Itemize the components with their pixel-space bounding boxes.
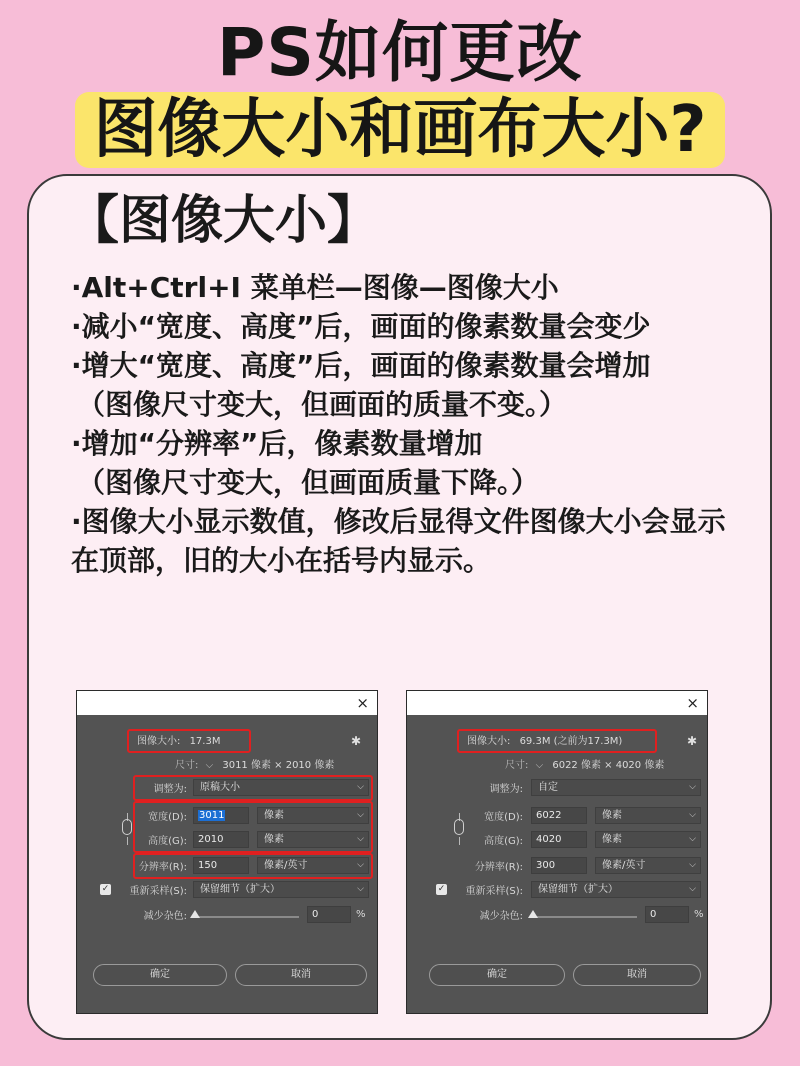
dialog-titlebar	[77, 691, 377, 715]
page-title-line1: PS如何更改	[217, 14, 583, 91]
gear-icon[interactable]: ✱	[687, 734, 698, 748]
cancel-button[interactable]: 取消	[573, 964, 701, 986]
width-unit: 像素	[264, 810, 284, 821]
height-label: 高度(G):	[484, 836, 523, 847]
ok-button[interactable]: 确定	[93, 964, 227, 986]
ok-button[interactable]: 确定	[429, 964, 565, 986]
dimensions-value: 6022 像素 × 4020 像素	[552, 760, 665, 771]
dimensions-value: 3011 像素 × 2010 像素	[222, 760, 335, 771]
chevron-down-icon: ⌵	[357, 860, 364, 870]
tip-line: ·图像大小显示数值，修改后显得文件图像大小会显示在顶部，旧的大小在括号内显示。	[71, 505, 726, 577]
tip-note: （图像尺寸变大，但画面的质量不变。）	[77, 388, 568, 421]
resolution-unit: 像素/英寸	[264, 860, 308, 871]
resample-label: 重新采样(S):	[129, 886, 187, 897]
chevron-down-icon[interactable]: ⌵	[205, 760, 214, 771]
height-label: 高度(G):	[148, 836, 187, 847]
image-size-value: 69.3M (之前为17.3M)	[519, 736, 623, 747]
close-icon[interactable]: ×	[356, 694, 369, 712]
resample-checkbox[interactable]: ✓	[101, 884, 110, 894]
dimensions-row	[175, 757, 334, 775]
fit-to-label: 调整为:	[153, 784, 187, 795]
close-icon[interactable]: ×	[686, 694, 699, 712]
resample-value: 保留细节（扩大）	[200, 884, 280, 895]
dimensions-label: 尺寸:	[505, 760, 529, 771]
chevron-down-icon: ⌵	[689, 834, 696, 844]
chevron-down-icon: ⌵	[689, 860, 696, 870]
fit-to-value: 原稿大小	[200, 782, 240, 793]
noise-unit: %	[694, 909, 704, 920]
resample-checkbox[interactable]: ✓	[437, 884, 446, 894]
tip-line: ·增大“宽度、高度”后，画面的像素数量会增加	[71, 349, 651, 382]
chevron-down-icon: ⌵	[689, 782, 696, 792]
cancel-button[interactable]: 取消	[235, 964, 367, 986]
width-value: 3011	[199, 810, 225, 821]
resample-label: 重新采样(S):	[465, 886, 523, 897]
height-input[interactable]: 4020	[531, 831, 587, 848]
width-input[interactable]: 6022	[531, 807, 587, 824]
resolution-label: 分辨率(R):	[474, 862, 523, 873]
tip-line: ·Alt+Ctrl+I 菜单栏—图像—图像大小	[71, 271, 559, 304]
tip-line: ·减小“宽度、高度”后，画面的像素数量会变少	[71, 310, 651, 343]
noise-slider[interactable]	[533, 916, 637, 918]
image-size-label: 图像大小:	[467, 736, 511, 747]
slider-thumb[interactable]	[528, 910, 538, 918]
image-size-value: 17.3M	[189, 736, 221, 747]
dialog-titlebar	[407, 691, 707, 715]
chevron-down-icon: ⌵	[357, 782, 364, 792]
resolution-unit: 像素/英寸	[602, 860, 646, 871]
dimensions-row	[505, 757, 664, 775]
resolution-input[interactable]: 150	[193, 857, 249, 874]
tips-list	[71, 268, 743, 580]
page-title-line2: 图像大小和画布大小?	[75, 92, 724, 168]
width-unit: 像素	[602, 810, 622, 821]
annotation-box	[457, 729, 657, 753]
width-unit-select[interactable]	[595, 807, 701, 824]
annotation-box	[133, 853, 373, 879]
chevron-down-icon: ⌵	[357, 884, 364, 894]
dimensions-label: 尺寸:	[175, 760, 199, 771]
gear-icon[interactable]: ✱	[351, 734, 362, 748]
image-size-dialog-before	[76, 690, 378, 1014]
width-label: 宽度(D):	[148, 812, 187, 823]
chevron-down-icon: ⌵	[689, 810, 696, 820]
fit-to-value: 自定	[538, 782, 558, 793]
chevron-down-icon[interactable]: ⌵	[535, 760, 544, 771]
slider-thumb[interactable]	[190, 910, 200, 918]
noise-label: 减少杂色:	[479, 911, 523, 922]
noise-input[interactable]: 0	[307, 906, 351, 923]
fit-to-label: 调整为:	[489, 784, 523, 795]
tip-note: （图像尺寸变大，但画面质量下降。）	[77, 466, 540, 499]
noise-slider[interactable]	[195, 916, 299, 918]
height-unit-select[interactable]	[595, 831, 701, 848]
resample-select[interactable]	[193, 881, 369, 898]
section-title: 【图像大小】	[67, 191, 380, 251]
annotation-box	[133, 801, 373, 853]
height-unit: 像素	[602, 834, 622, 845]
noise-unit: %	[356, 909, 366, 920]
height-input[interactable]: 2010	[193, 831, 249, 848]
image-size-dialog-after	[406, 690, 708, 1014]
annotation-box	[127, 729, 251, 753]
resample-value: 保留细节（扩大）	[538, 884, 618, 895]
chevron-down-icon: ⌵	[357, 810, 364, 820]
resolution-input[interactable]: 300	[531, 857, 587, 874]
resample-select[interactable]	[531, 881, 701, 898]
resolution-label: 分辨率(R):	[138, 862, 187, 873]
tip-line: ·增加“分辨率”后，像素数量增加	[71, 427, 483, 460]
noise-label: 减少杂色:	[143, 911, 187, 922]
width-label: 宽度(D):	[484, 812, 523, 823]
resolution-unit-select[interactable]	[595, 857, 701, 874]
height-unit: 像素	[264, 834, 284, 845]
annotation-box	[133, 775, 373, 801]
chevron-down-icon: ⌵	[357, 834, 364, 844]
image-size-label: 图像大小:	[137, 736, 181, 747]
noise-input[interactable]: 0	[645, 906, 689, 923]
fit-to-select[interactable]	[531, 779, 701, 796]
chevron-down-icon: ⌵	[689, 884, 696, 894]
